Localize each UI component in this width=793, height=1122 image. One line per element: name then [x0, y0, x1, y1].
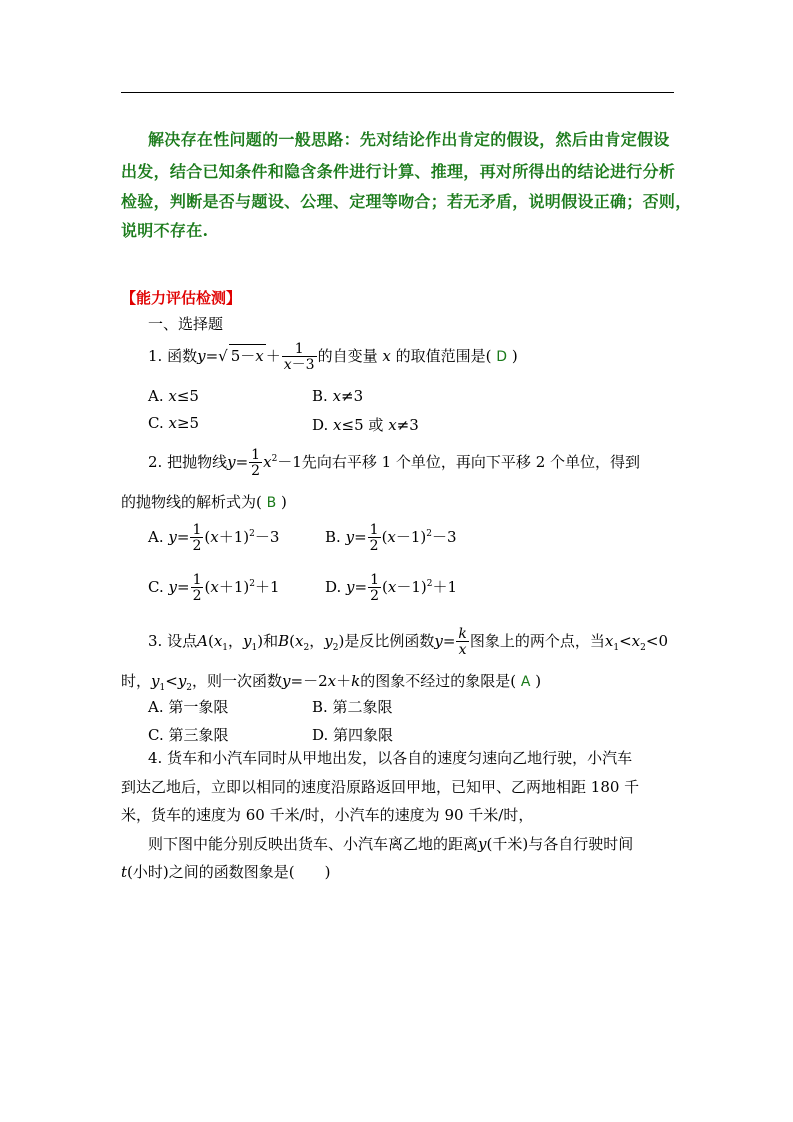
q1-close: )	[511, 347, 518, 365]
q2-number: 2.	[148, 453, 163, 471]
q3-option-b: B. 第二象限	[312, 698, 393, 716]
question-3-stem: 3. 设点$A(x_1$，$y_1$)和$B(x_2$，$y_2$)是反比例函数y= $\frac{k}{x}$ 图象上的两个点，当$x_1<x_2<0$	[148, 626, 668, 658]
header-rule	[121, 92, 674, 93]
q2-stem-pre: 把抛物线	[167, 453, 228, 471]
question-4-line-1: 4. 货车和小汽车同时从甲地出发，以各自的速度匀速向乙地行驶，小汽车	[148, 749, 633, 767]
q3-option-a: A. 第一象限	[148, 698, 229, 716]
question-2-stem: 2. 把抛物线y= $\frac{1}{2}$ $x^2-1$先向右平移 1 个单位，再向下平移 2 个单位，得到	[148, 447, 641, 479]
q1-stem-tail: 的取值范围是(	[395, 347, 492, 365]
intro-line-3: 检验，判断是否与题设、公理、定理等吻合；若无矛盾，说明假设正确；否则，	[121, 192, 692, 211]
q3-answer: A	[520, 674, 531, 690]
q1-stem-pre: 函数	[167, 347, 198, 365]
section-title: 【能力评估检测】	[121, 289, 242, 307]
q1-fraction: $\frac{1}{x-3}$	[283, 341, 315, 373]
q1-option-b: B. x≠3	[312, 387, 364, 405]
q2-option-a: A. y= $\frac{1}{2}$ $(x+1)^2-3$	[148, 522, 280, 554]
q3-option-d: D. 第四象限	[312, 726, 394, 744]
q1-stem-post: 的自变量	[317, 347, 378, 365]
q1-number: 1.	[148, 347, 163, 365]
intro-line-2: 出发，结合已知条件和隐含条件进行计算、推理，再对所得出的结论进行分析	[121, 162, 676, 181]
question-3-line-2: 时，$y_1<y_2$，则一次函数y=－2x＋k的图象不经过的象限是( A )	[121, 672, 542, 693]
question-4-line-4: 则下图中能分别反映出货车、小汽车离乙地的距离y(千米)与各自行驶时间	[148, 835, 634, 853]
question-4-line-5: t(小时)之间的函数图象是( )	[121, 863, 331, 881]
q1-answer: D	[496, 349, 508, 365]
q2-stem-post: 先向右平移 1 个单位，再向下平移 2 个单位，得到	[301, 453, 641, 471]
question-4-line-3: 米，货车的速度为 60 千米/时，小汽车的速度为 90 千米/时，	[121, 806, 534, 824]
intro-line-1: 解决存在性问题的一般思路：先对结论作出肯定的假设，然后由肯定假设	[148, 130, 670, 149]
q2-option-d: D. y= $\frac{1}{2}$ $(x-1)^2+1$	[325, 572, 458, 604]
q2-answer: B	[266, 495, 277, 511]
question-4-line-2: 到达乙地后，立即以相同的速度沿原路返回甲地，已知甲、乙两地相距 180 千	[121, 778, 640, 796]
question-1-stem: 1. 函数y=√ 5－x ＋ $\frac{1}{x-3}$ 的自变量 x 的取值范围是( D )	[148, 341, 518, 373]
q2-option-b: B. y= $\frac{1}{2}$ $(x-1)^2-3$	[325, 522, 457, 554]
q1-option-d: D. x≤5 或 x≠3	[312, 416, 419, 434]
q2-option-c: C. y= $\frac{1}{2}$ $(x+1)^2+1$	[148, 572, 280, 604]
q1-option-a: A. x≤5	[148, 387, 199, 405]
q3-option-c: C. 第三象限	[148, 726, 229, 744]
q1-option-c: C. x≥5	[148, 414, 200, 432]
intro-line-4: 说明不存在.	[121, 221, 209, 240]
part-title: 一、选择题	[148, 315, 224, 333]
question-2-line-2: 的抛物线的解析式为( B )	[121, 493, 287, 511]
